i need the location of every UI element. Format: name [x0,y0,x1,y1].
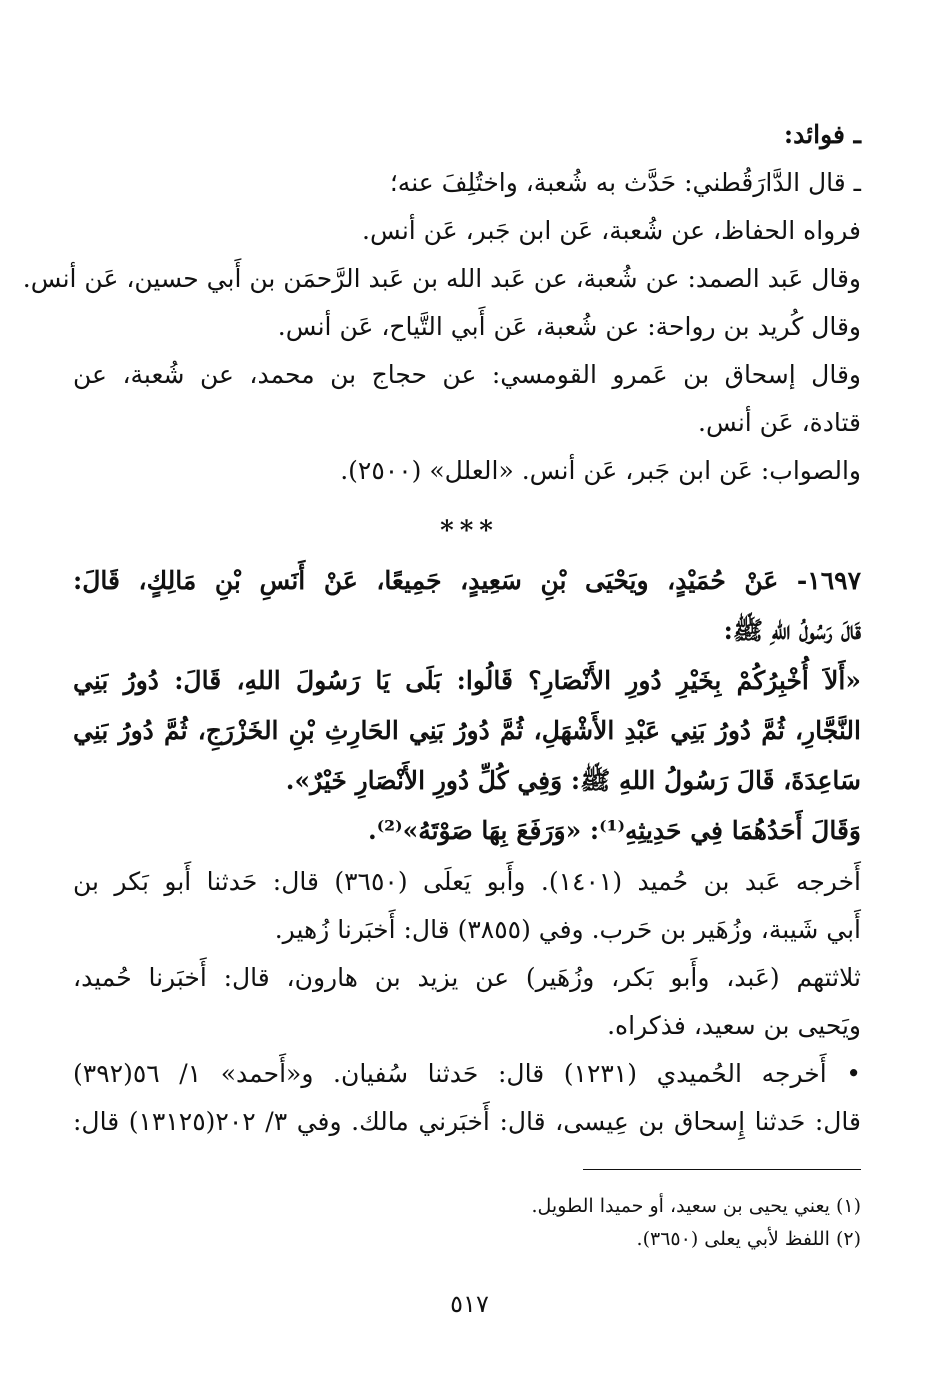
hadith-text [73,556,861,856]
section-heading: ـ فوائد: [783,120,861,149]
takhrij-line: أَبي شَيبة، وزُهَير بن حَرب. وفي (٣٨٥٥) قال: أَخبَرنا زُهير. [274,915,861,944]
note-line: وقال إسحاق بن عَمرو القومسي: عن حجاج بن محمد، عن شُعبة، عن [73,360,861,389]
hadith-line: وَقَالَ أَحَدُهُمَا فِي حَدِيثِهِ⁽¹⁾: «وَرَفَعَ بِهَا صَوْتَهُ»⁽²⁾. [368,816,861,845]
takhrij-line: قال: حَدثنا إِسحاق بن عِيسى، قال: أَخبَرني مالك. وفي ٣/ ٢٠٢(١٣١٢٥) قال: [73,1107,862,1136]
page-number: ٥١٧ [450,1290,489,1318]
hadith-line: ١٦٩٧- عَنْ حُمَيْدٍ، ويَحْيَى بْنِ سَعِيدٍ، جَمِيعًا، عَنْ أَنَسِ بْنِ مَالِكٍ، قَالَ: [73,566,861,595]
footnote-2: (٢) اللفظ لأبي يعلى (٣٦٥٠). [636,1228,861,1250]
footnote-divider [583,1169,861,1170]
takhrij-text [73,858,861,1146]
note-line: وقال عَبد الصمد: عن شُعبة، عن عَبد الله بن عَبد الرَّحمَن بن أَبي حسين، عَن أنس. [22,264,861,293]
hadith-line: النَّجَّارِ، ثُمَّ دُورُ بَنِي عَبْدِ الأَشْهَلِ، ثُمَّ دُورُ بَنِي الحَارِثِ بْنِ الخَزْرَجِ، ثُمَّ دُورُ بَنِي [73,716,861,745]
note-line: وقال كُريد بن رواحة: عن شُعبة، عَن أَبي التَّياح، عَن أنس. [277,312,861,341]
note-line: فرواه الحفاظ، عن شُعبة، عَن ابن جَبر، عَن أنس. [362,216,861,245]
footnotes [73,1190,861,1256]
takhrij-line: ويَحيى بن سعيد، فذكراه. [607,1011,861,1040]
note-line: قتادة، عَن أنس. [698,408,861,437]
takhrij-line: أَخرجه عَبد بن حُميد (١٤٠١). وأَبو يَعلَى (٣٦٥٠) قال: حَدثنا أَبو بَكر بن [73,867,861,896]
hadith-line: سَاعِدَةَ، قَالَ رَسُولُ اللهِ ﷺ: وَفِي كُلِّ دُورِ الأَنْصَارِ خَيْرٌ». [285,766,861,795]
note-line: ـ قال الدَّارَقُطني: حَدَّث به شُعبة، واختُلِفَ عنه؛ [389,168,861,197]
section-separator: *** [440,516,499,546]
hadith-line: قَالَ رَسُولُ اللهِ ﷺ: [723,616,861,645]
takhrij-line: • أَخرجه الحُميدي (١٢٣١) قال: حَدثنا سُفيان. و«أَحمد» ١/ ٥٦(٣٩٢) [73,1059,861,1088]
benefits-section [22,111,861,495]
takhrij-line: ثلاثتهم (عَبد، وأَبو بَكر، وزُهَير) عن يزيد بن هارون، قال: أَخبَرنا حُميد، [73,963,861,992]
note-line: والصواب: عَن ابن جَبر، عَن أنس. «العلل» (٢٥٠٠). [340,456,861,485]
hadith-line: «أَلاَ أُخْبِرُكُمْ بِخَيْرِ دُورِ الأَنْصَارِ؟ قَالُوا: بَلَى يَا رَسُولَ اللهِ، قَالَ: دُورُ بَنِي [73,666,861,695]
footnote-1: (١) يعني يحيى بن سعيد، أو حميدا الطويل. [531,1195,861,1217]
